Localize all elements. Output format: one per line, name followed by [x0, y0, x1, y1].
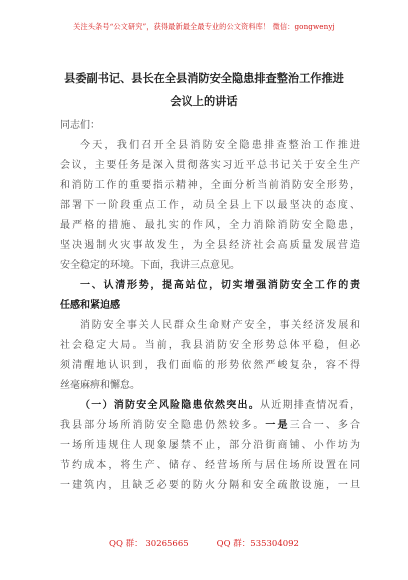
paragraph2-line: 须清醒地认识到，我们面临的形势依然严峻复杂，容不得	[60, 360, 360, 371]
salutation: 同志们：	[60, 120, 100, 131]
paragraph3-line	[60, 396, 360, 416]
qq-group-1: QQ 群： 30265665	[109, 539, 189, 549]
paragraph1-line: 会议，主要任务是深入贯彻落实习近平总书记关于安全生产	[60, 160, 360, 171]
document-title-line2: 会议上的讲话	[170, 94, 238, 108]
paragraph1-line: 和消防工作的重要指示精神，全面分析当前消防安全形势，	[60, 180, 360, 191]
section-heading-line1: 一、认清形势，提高站位，切实增强消防安全工作的责	[80, 280, 360, 291]
subheading-bold: （一）消防安全风险隐患依然突出。	[80, 400, 260, 411]
header-notice: 关注头条号“公文研究”，获得最新最全最专业的公文资料库！ 微信：gongwenyj	[73, 22, 335, 31]
paragraph1-line: 安全稳定的环境。下面，我讲三点意见。	[60, 260, 240, 271]
paragraph2-line: 消防安全事关人民群众生命财产安全，事关经济发展和	[80, 320, 360, 331]
paragraph2-line: 丝毫麻痹和懈怠。	[60, 380, 140, 391]
document-title-line1: 县委副书记、县长在全县消防安全隐患排查整治工作推进	[64, 71, 344, 85]
paragraph3-line: 节约成本，将生产、储存、经营场所与居住场所设置在同	[60, 460, 360, 471]
paragraph1-line: 部署下一阶段重点工作，动员全县上下以最坚决的态度、	[60, 200, 360, 211]
paragraph1-line: 今天，我们召开全县消防安全隐患排查整治工作推进	[80, 140, 360, 151]
paragraph2-line: 社会稳定大局。当前，我县消防安全形势总体平稳，但必	[60, 340, 360, 351]
section-heading-line2: 任感和紧迫感	[60, 300, 120, 311]
paragraph3-line: 一场所违规住人现象屡禁不止，部分沿街商铺、小作坊为	[60, 440, 360, 451]
enumerator-bold: 一是	[265, 420, 290, 431]
paragraph3-lead-rest: 从近期排查情况看，	[260, 400, 360, 411]
paragraph3-line: 一建筑内，且缺乏必要的防火分隔和安全疏散设施，一旦	[60, 480, 360, 491]
paragraph1-line: 最严格的措施、最扎实的作风，全力消除消防安全隐患，	[60, 220, 360, 231]
paragraph3-text: 三合一、多合	[289, 420, 361, 431]
footer-contact	[0, 537, 408, 549]
document-body	[60, 116, 360, 496]
paragraph1-line: 坚决遏制火灾事故发生，为全县经济社会高质量发展营造	[60, 240, 360, 251]
qq-group-2: QQ 群：535304092	[216, 539, 299, 549]
paragraph3-text: 我县部分场所消防安全隐患仍然较多。	[60, 420, 266, 431]
paragraph3-line	[60, 416, 360, 436]
